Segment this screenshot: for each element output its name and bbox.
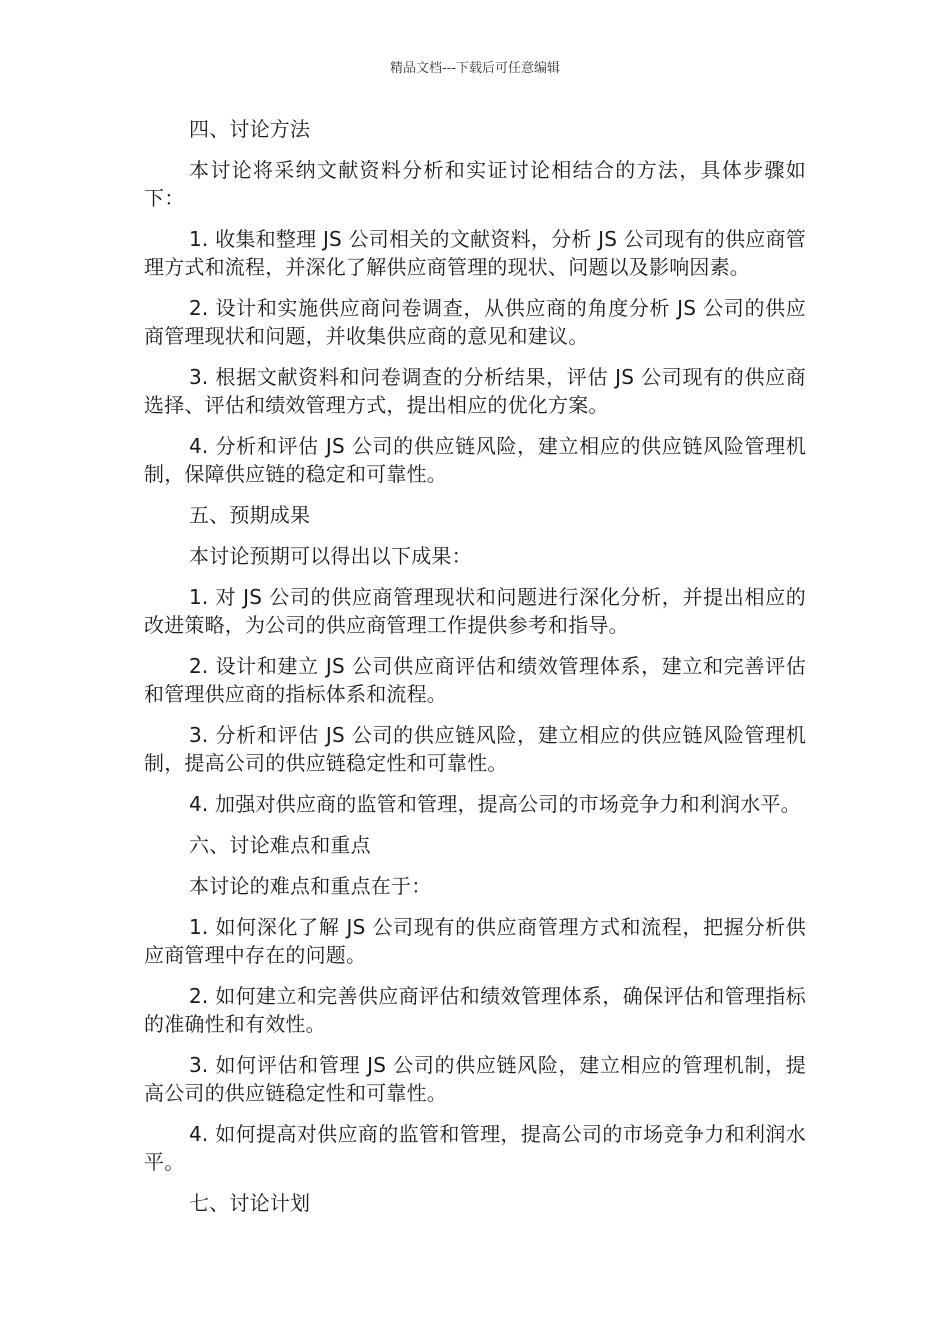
section-heading-expected-results: 五、预期成果 <box>189 503 311 527</box>
paragraph: 3. 如何评估和管理 JS 公司的供应链风险，建立相应的管理机制，提高公司的供应链稳定性和可靠性。 <box>144 1053 806 1105</box>
paragraph: 1. 如何深化了解 JS 公司现有的供应商管理方式和流程，把握分析供应商管理中存在的问题。 <box>144 915 806 967</box>
paragraph: 1. 对 JS 公司的供应商管理现状和问题进行深化分析，并提出相应的改进策略，为公司的供应商管理工作提供参考和指导。 <box>144 585 806 637</box>
paragraph: 3. 分析和评估 JS 公司的供应链风险，建立相应的供应链风险管理机制，提高公司的供应链稳定性和可靠性。 <box>144 723 806 775</box>
page-header: 精品文档---下载后可任意编辑 <box>389 61 561 76</box>
paragraph: 1. 收集和整理 JS 公司相关的文献资料，分析 JS 公司现有的供应商管理方式和流程，并深化了解供应商管理的现状、问题以及影响因素。 <box>144 227 806 279</box>
paragraph: 4. 分析和评估 JS 公司的供应链风险，建立相应的供应链风险管理机制，保障供应链的稳定和可靠性。 <box>144 434 806 486</box>
section-heading-difficulties: 六、讨论难点和重点 <box>189 833 371 857</box>
paragraph: 本讨论预期可以得出以下成果： <box>189 544 472 568</box>
section-heading-methods: 四、讨论方法 <box>189 117 311 141</box>
paragraph: 2. 如何建立和完善供应商评估和绩效管理体系，确保评估和管理指标的准确性和有效性。 <box>144 984 806 1036</box>
paragraph: 4. 如何提高对供应商的监管和管理，提高公司的市场竞争力和利润水平。 <box>144 1122 806 1174</box>
paragraph: 2. 设计和实施供应商问卷调查，从供应商的角度分析 JS 公司的供应商管理现状和问题，并收集供应商的意见和建议。 <box>144 296 806 348</box>
paragraph: 4. 加强对供应商的监管和管理，提高公司的市场竞争力和利润水平。 <box>189 792 801 816</box>
paragraph: 本讨论将采纳文献资料分析和实证讨论相结合的方法，具体步骤如下： <box>144 158 806 210</box>
paragraph: 3. 根据文献资料和问卷调查的分析结果，评估 JS 公司现有的供应商选择、评估和绩效管理方式，提出相应的优化方案。 <box>144 365 806 417</box>
document-body <box>144 115 806 1230</box>
section-heading-plan: 七、讨论计划 <box>189 1191 311 1215</box>
paragraph: 2. 设计和建立 JS 公司供应商评估和绩效管理体系，建立和完善评估和管理供应商的指标体系和流程。 <box>144 654 806 706</box>
paragraph: 本讨论的难点和重点在于： <box>189 874 432 898</box>
